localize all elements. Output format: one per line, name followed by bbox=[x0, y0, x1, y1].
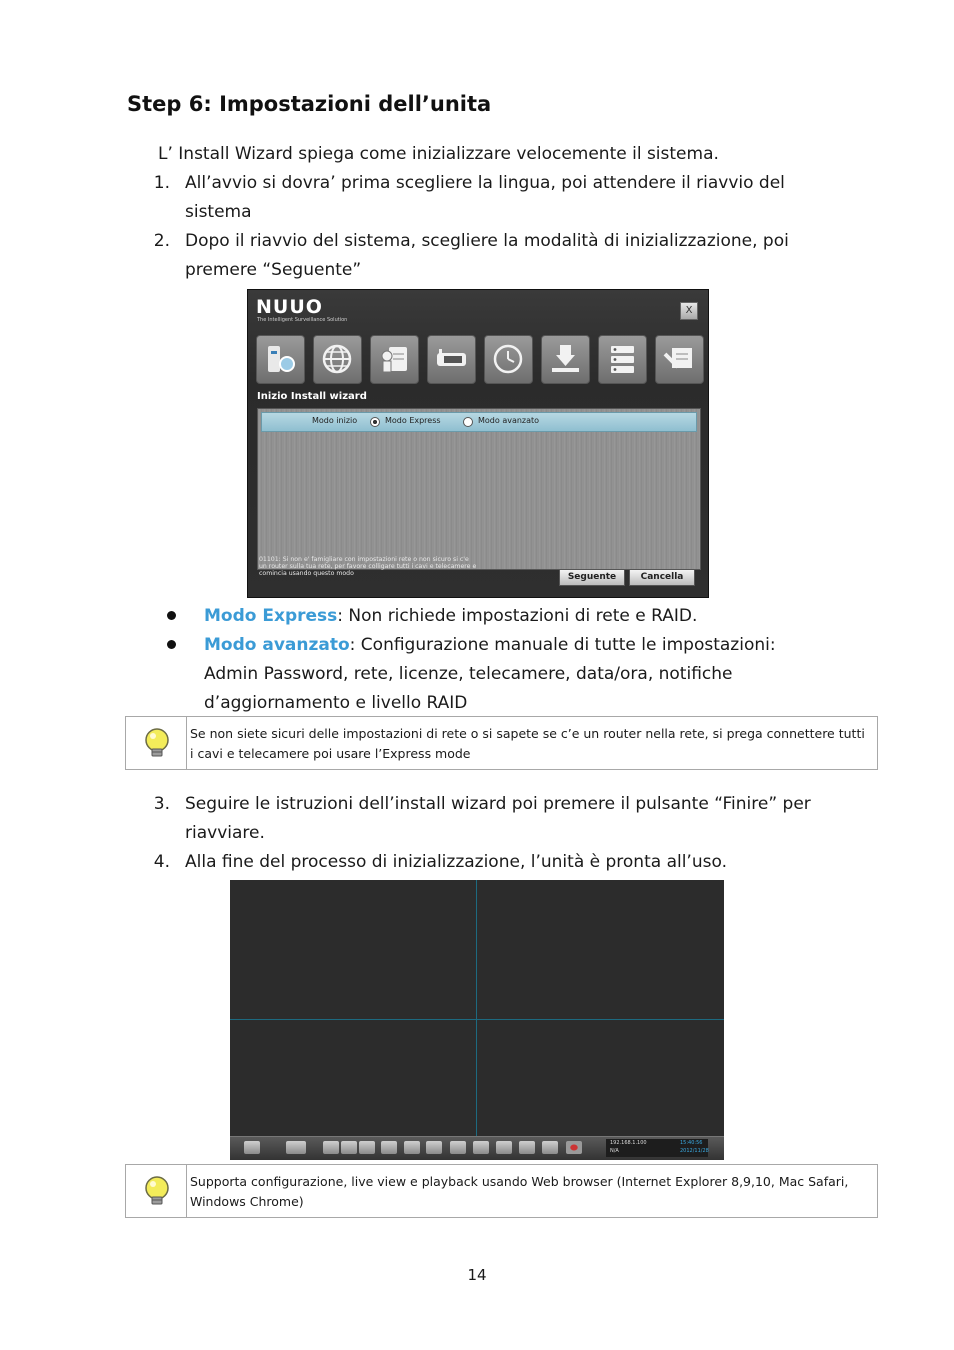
bullet-advanced-line2: Admin Password, rete, licenze, telecamere, data/ora, notifiche bbox=[204, 664, 733, 684]
toolbar-icon[interactable] bbox=[341, 1141, 357, 1154]
radio-advanced[interactable] bbox=[463, 417, 473, 427]
network-icon[interactable] bbox=[313, 335, 362, 384]
logo-tagline: The Intelligent Surveillance Solution bbox=[257, 317, 348, 323]
grid-divider bbox=[476, 880, 477, 1136]
page-heading: Step 6: Impostazioni dell’unita bbox=[127, 92, 492, 116]
wizard-panel bbox=[257, 408, 701, 570]
record-icon[interactable] bbox=[566, 1141, 582, 1154]
mode-row bbox=[261, 412, 697, 432]
wizard-section-title: Inizio Install wizard bbox=[257, 391, 367, 402]
footer-line: 01101: Si non e' famigliare con impostazioni rete o non sicuro si c'e bbox=[259, 556, 469, 563]
bullet-icon bbox=[167, 640, 176, 649]
layout-icon[interactable] bbox=[286, 1141, 306, 1154]
toolbar-icon[interactable] bbox=[404, 1141, 420, 1154]
ptz-icon[interactable] bbox=[496, 1141, 512, 1154]
lightbulb-icon bbox=[142, 1175, 172, 1207]
clock-icon[interactable] bbox=[484, 335, 533, 384]
step-3-text: Seguire le istruzioni dell’install wizard poi premere il pulsante “Finire” per bbox=[185, 794, 811, 814]
install-wizard-screenshot bbox=[247, 289, 709, 598]
camera-icon[interactable] bbox=[427, 335, 476, 384]
bullet-express-term: Modo Express bbox=[204, 606, 338, 626]
update-icon[interactable] bbox=[541, 335, 590, 384]
page-number: 14 bbox=[467, 1266, 487, 1284]
radio-express[interactable] bbox=[370, 417, 380, 427]
toolbar-icon[interactable] bbox=[323, 1141, 339, 1154]
toolbar-icon[interactable] bbox=[542, 1141, 558, 1154]
tip-icon-cell bbox=[126, 717, 187, 769]
license-icon[interactable] bbox=[370, 335, 419, 384]
system-icon[interactable] bbox=[256, 335, 305, 384]
step-2-text-cont: premere “Seguente” bbox=[185, 260, 362, 280]
tip-note-2-line2: Windows Chrome) bbox=[190, 1194, 304, 1209]
grid-divider bbox=[230, 1019, 724, 1020]
cancel-button[interactable]: Cancella bbox=[629, 569, 695, 586]
bullet-advanced-text: : Configurazione manuale di tutte le impostazioni: bbox=[349, 635, 776, 655]
tip-note-1 bbox=[125, 716, 878, 770]
bullet-express-text: : Non richiede impostazioni di rete e RAID. bbox=[337, 606, 698, 626]
na-readout: N/A bbox=[610, 1148, 619, 1154]
next-button[interactable]: Seguente bbox=[559, 569, 625, 586]
tip-note-1-line2: i cavi e telecamere poi usare l’Express mode bbox=[190, 746, 471, 761]
date-readout: 2012/11/28 bbox=[680, 1148, 709, 1154]
step-3-number: 3. bbox=[153, 794, 170, 814]
step-1-number: 1. bbox=[153, 173, 170, 193]
option-express-label[interactable]: Modo Express bbox=[385, 416, 441, 425]
liveview-screenshot bbox=[230, 880, 724, 1159]
step-2-number: 2. bbox=[153, 231, 170, 251]
time-readout: 15:40:56 bbox=[680, 1140, 703, 1146]
liveview-toolbar bbox=[230, 1136, 724, 1160]
footer-line: comincia usando questo modo bbox=[259, 569, 354, 577]
footer-line: un router sulla tua rete, per favore colligare tutti i cavi e telecamere e bbox=[259, 562, 477, 570]
step-4-number: 4. bbox=[153, 852, 170, 872]
intro-text: L’ Install Wizard spiega come inizializzare velocemente il sistema. bbox=[158, 144, 719, 164]
bullet-advanced-term: Modo avanzato bbox=[204, 635, 350, 655]
step-3-text-cont: riavviare. bbox=[185, 823, 265, 843]
lightbulb-icon bbox=[142, 727, 172, 759]
toolbar-icon[interactable] bbox=[381, 1141, 397, 1154]
status-readout bbox=[606, 1139, 708, 1157]
toolbar-icon[interactable] bbox=[426, 1141, 442, 1154]
play-icon[interactable] bbox=[244, 1141, 260, 1154]
bullet-advanced-line3: d’aggiornamento e livello RAID bbox=[204, 693, 468, 713]
tip-icon-cell bbox=[126, 1165, 187, 1217]
ip-readout: 192.168.1.100 bbox=[610, 1140, 647, 1146]
step-1-text-cont: sistema bbox=[185, 202, 252, 222]
ptz-icon[interactable] bbox=[473, 1141, 489, 1154]
mode-row-label: Modo inizio bbox=[312, 416, 358, 425]
wizard-footer-text bbox=[259, 557, 476, 577]
toolbar-icon[interactable] bbox=[359, 1141, 375, 1154]
bullet-advanced bbox=[204, 631, 776, 660]
settings-icon[interactable] bbox=[655, 335, 704, 384]
option-advanced-label[interactable]: Modo avanzato bbox=[478, 416, 540, 425]
nuuo-logo: NUUO bbox=[256, 296, 323, 318]
toolbar-icon[interactable] bbox=[519, 1141, 535, 1154]
step-1-text: All’avvio si dovra’ prima scegliere la lingua, poi attendere il riavvio del bbox=[185, 173, 785, 193]
bullet-express bbox=[204, 602, 697, 631]
close-button[interactable]: X bbox=[680, 302, 698, 320]
snapshot-icon[interactable] bbox=[450, 1141, 466, 1154]
tip-note-2-line1: Supporta configurazione, live view e playback usando Web browser (Internet Explorer 8,9,10, Mac Safari, bbox=[190, 1174, 849, 1189]
step-4-text: Alla fine del processo di inizializzazione, l’unità è pronta all’uso. bbox=[185, 852, 727, 872]
raid-icon[interactable] bbox=[598, 335, 647, 384]
bullet-icon bbox=[167, 611, 176, 620]
tip-note-1-line1: Se non siete sicuri delle impostazioni di rete o si sapete se c’e un router nella rete, si prega connettere tutti bbox=[190, 726, 865, 741]
tip-note-2 bbox=[125, 1164, 878, 1218]
step-2-text: Dopo il riavvio del sistema, scegliere la modalità di inizializzazione, poi bbox=[185, 231, 789, 251]
